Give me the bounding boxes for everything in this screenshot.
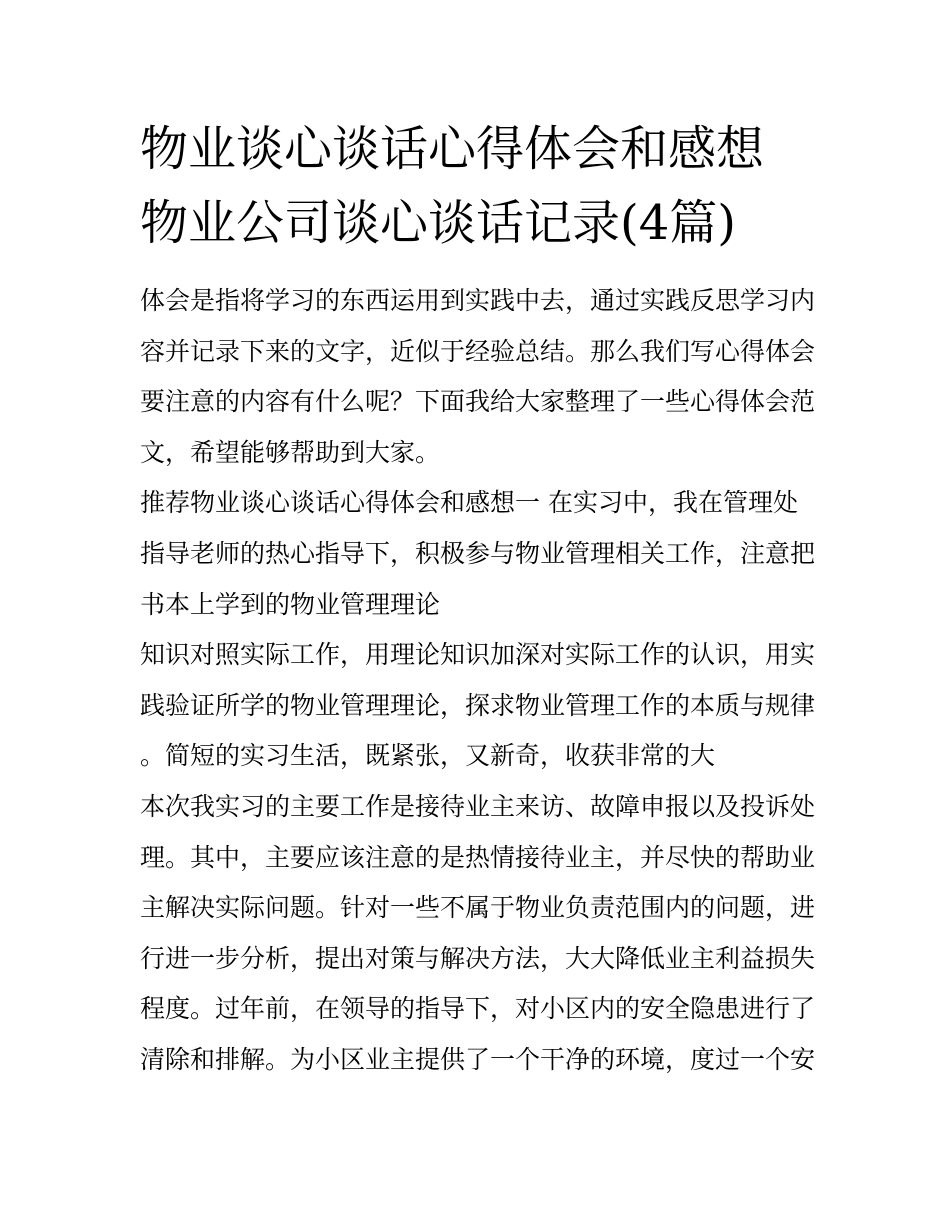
document-title: [140, 112, 840, 260]
body-line-15: 程度。过年前，在领导的指导下，对小区内的安全隐患进行了: [140, 994, 816, 1024]
body-line-4: 文，希望能够帮助到大家。: [140, 437, 441, 467]
body-line-8: 知识对照实际工作，用理论知识加深对实际工作的认识，用实: [140, 640, 816, 670]
body-line-7: 书本上学到的物业管理理论: [140, 589, 441, 619]
title-line-1: 物业谈心谈话心得体会和感想: [140, 121, 765, 177]
body-line-12: 理。其中，主要应该注意的是热情接待业主，并尽快的帮助业: [140, 842, 816, 872]
body-line-9: 践验证所学的物业管理理论，探求物业管理工作的本质与规律: [140, 690, 816, 720]
document-body: [140, 276, 820, 1086]
body-line-11: 本次我实习的主要工作是接待业主来访、故障申报以及投诉处: [140, 791, 816, 821]
body-line-10: 。简短的实习生活，既紧张，又新奇，收获非常的大: [140, 741, 716, 771]
body-line-14: 行进一步分析，提出对策与解决方法，大大降低业主利益损失: [140, 943, 816, 973]
body-line-3: 要注意的内容有什么呢？下面我给大家整理了一些心得体会范: [140, 387, 816, 417]
title-line-2: 物业公司谈心谈话记录(4篇): [140, 195, 736, 251]
body-line-13: 主解决实际问题。针对一些不属于物业负责范围内的问题，进: [140, 893, 816, 923]
body-line-6: 指导老师的热心指导下，积极参与物业管理相关工作，注意把: [140, 538, 816, 568]
body-line-2: 容并记录下来的文字，近似于经验总结。那么我们写心得体会: [140, 336, 816, 366]
body-line-16: 清除和排解。为小区业主提供了一个干净的环境，度过一个安: [140, 1044, 816, 1074]
body-line-1: 体会是指将学习的东西运用到实践中去，通过实践反思学习内: [140, 286, 816, 315]
body-line-5: 推荐物业谈心谈话心得体会和感想一 在实习中，我在管理处: [140, 488, 798, 518]
